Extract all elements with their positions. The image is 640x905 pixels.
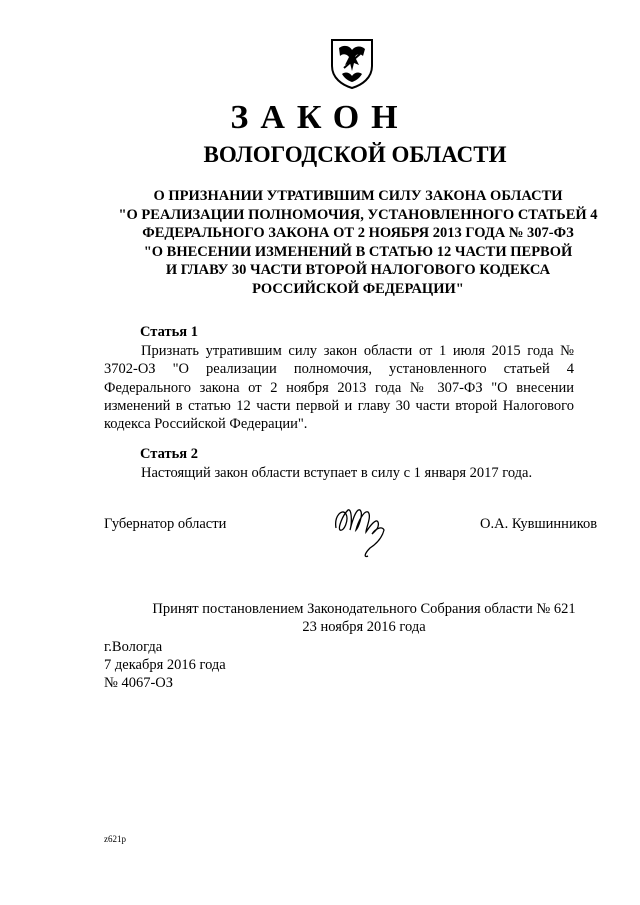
- law-title-line: "О РЕАЛИЗАЦИИ ПОЛНОМОЧИЯ, УСТАНОВЛЕННОГО СТАТЬЕЙ 4: [118, 206, 598, 223]
- law-title: [98, 187, 618, 298]
- law-title-line: И ГЛАВУ 30 ЧАСТИ ВТОРОЙ НАЛОГОВОГО КОДЕКСА: [165, 262, 551, 278]
- document-type: ЗАКОН: [230, 99, 410, 136]
- signer-position: Губернатор области: [104, 516, 227, 532]
- coat-of-arms-icon: [330, 38, 374, 90]
- signing-date: 7 декабря 2016 года: [104, 657, 226, 673]
- article-2-heading: Статья 2: [140, 446, 198, 462]
- article-1-text: Признать утратившим силу закон области от 1 июля 2015 года № 3702-ОЗ "О реализации полномочия, установленного статьей 4 Федерального закона от 2 ноября 2013 года № 307-ФЗ "О внесении изменений в статью 12 части первой и главу 30 части второй Налогового кодекса Российской Федерации".: [104, 343, 574, 433]
- issuing-region: ВОЛОГОДСКОЙ ОБЛАСТИ: [203, 142, 507, 167]
- city: г.Вологда: [104, 639, 163, 655]
- law-number: № 4067-ОЗ: [104, 675, 174, 691]
- article-1-heading: Статья 1: [140, 324, 198, 340]
- adoption-note: [104, 600, 624, 636]
- law-title-line: "О ВНЕСЕНИИ ИЗМЕНЕНИЙ В СТАТЬЮ 12 ЧАСТИ ПЕРВОЙ: [143, 243, 573, 260]
- handwritten-signature: [330, 498, 390, 560]
- article-2-text: Настоящий закон области вступает в силу с 1 января 2017 года.: [141, 465, 533, 481]
- signer-name: О.А. Кувшинников: [480, 516, 598, 532]
- adoption-line: Принят постановлением Законодательного Собрания области № 621: [152, 601, 576, 617]
- document-code: z621p: [104, 834, 126, 844]
- adoption-date: 23 ноября 2016 года: [302, 619, 426, 635]
- law-title-line: О ПРИЗНАНИИ УТРАТИВШИМ СИЛУ ЗАКОНА ОБЛАСТИ: [153, 188, 563, 204]
- law-title-line: РОССИЙСКОЙ ФЕДЕРАЦИИ": [252, 280, 464, 297]
- law-title-line: ФЕДЕРАЛЬНОГО ЗАКОНА ОТ 2 НОЯБРЯ 2013 ГОДА № 307-ФЗ: [142, 225, 574, 241]
